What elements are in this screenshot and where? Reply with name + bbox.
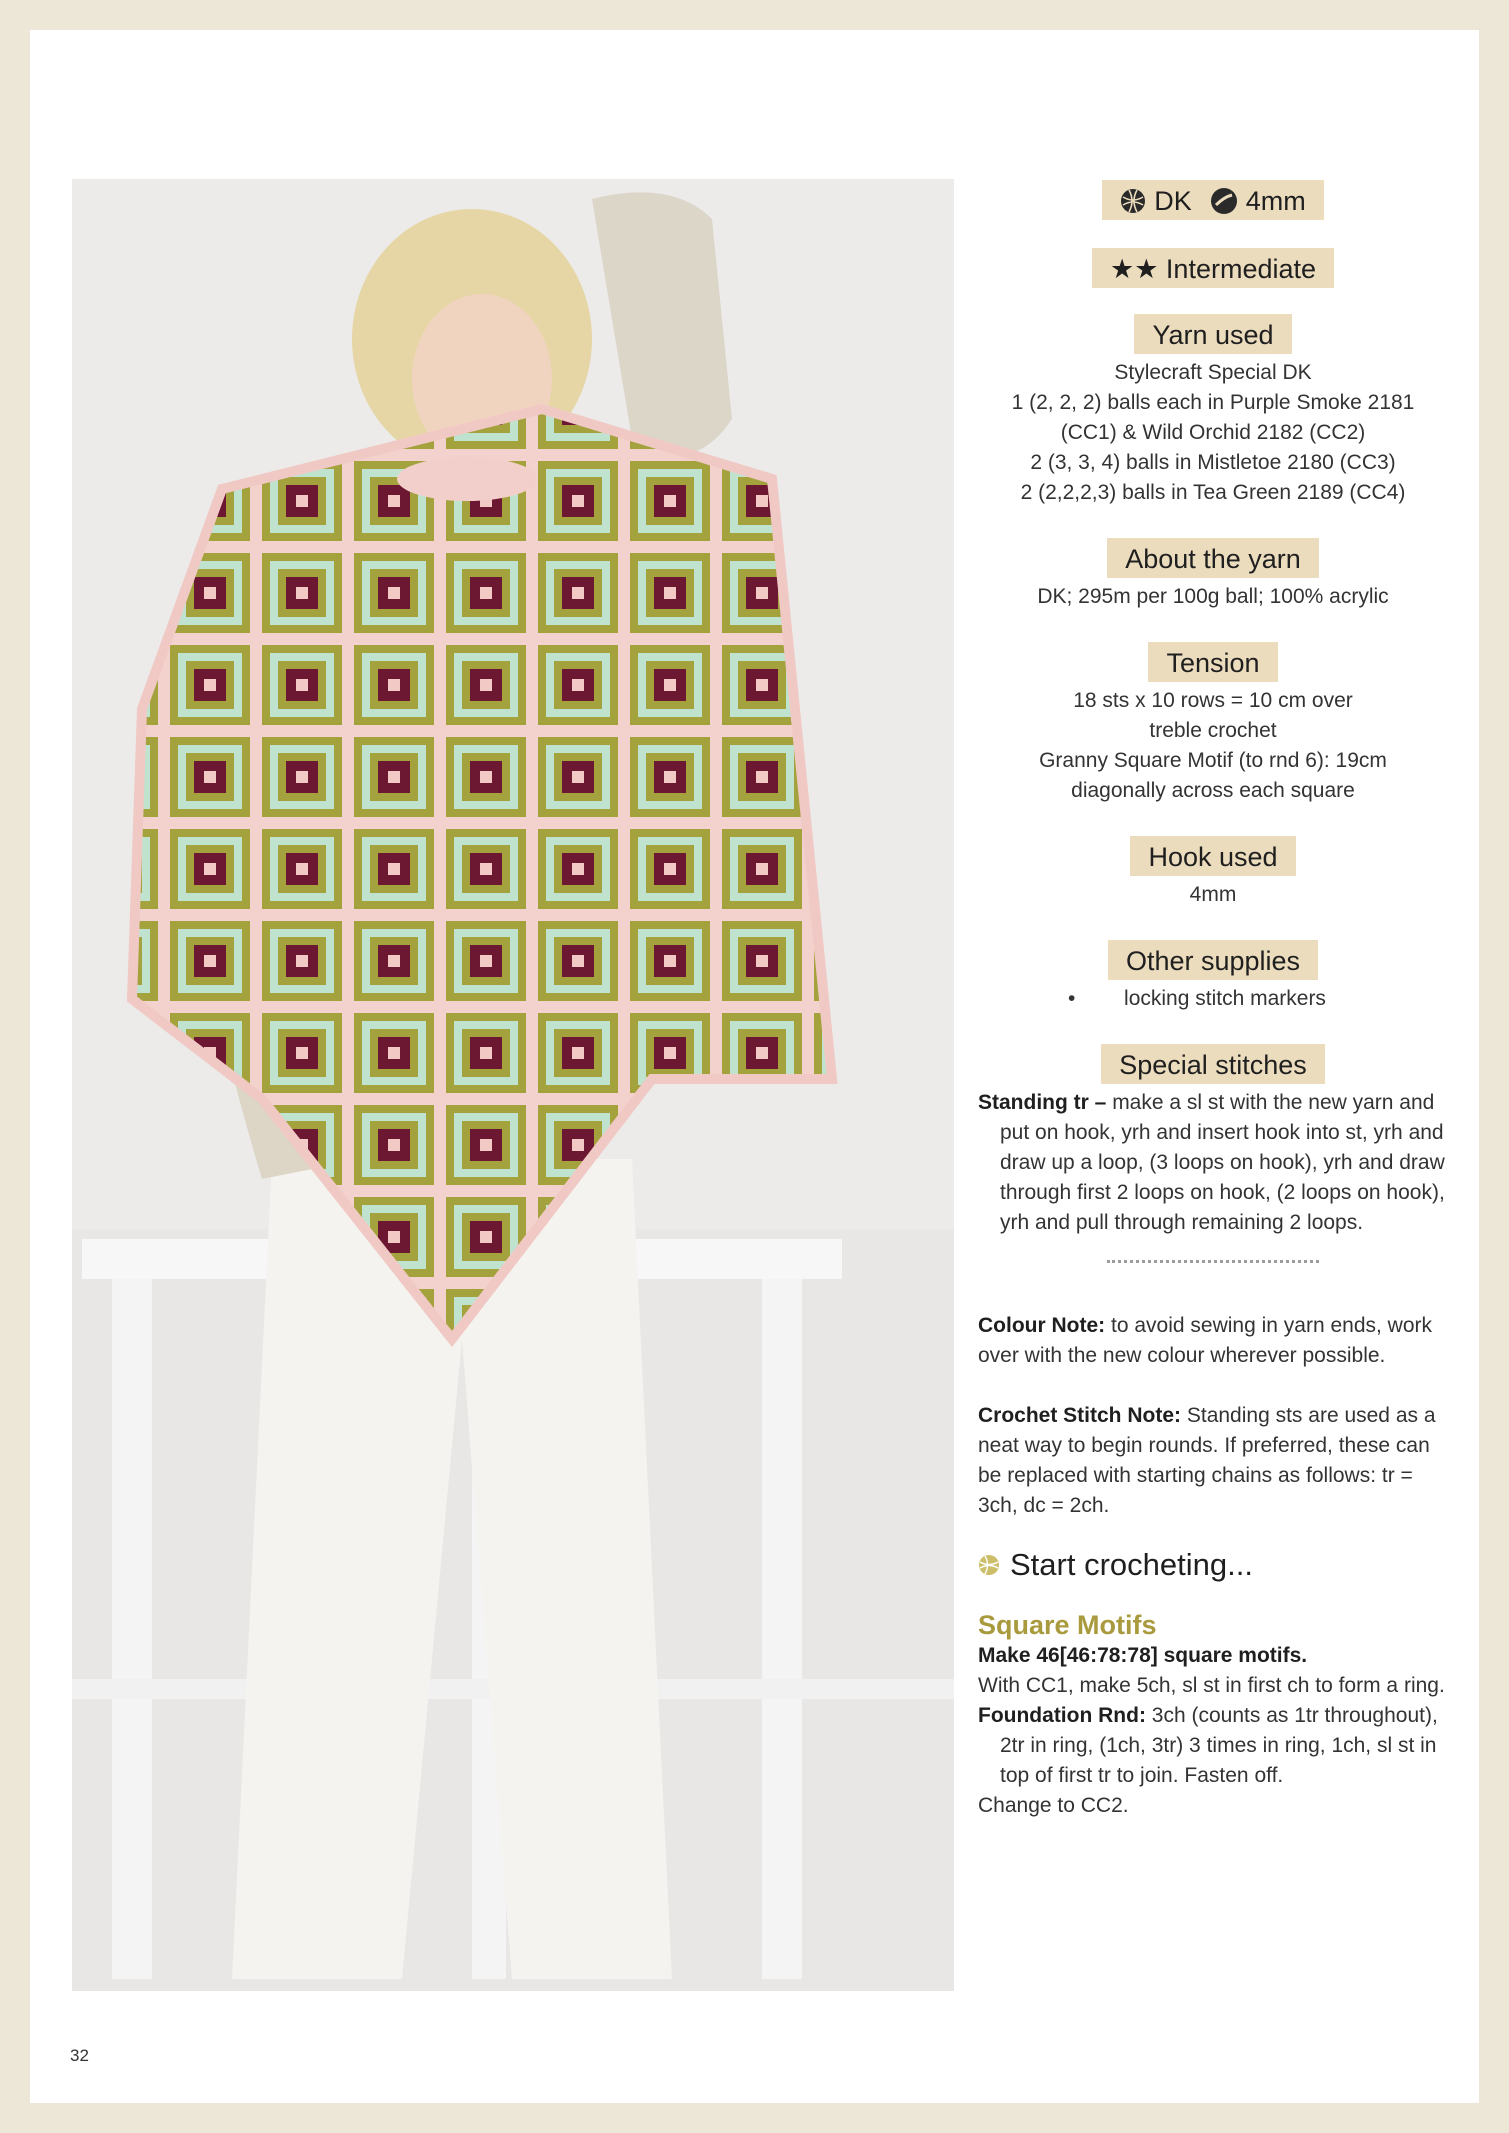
other-supplies-heading: Other supplies: [1108, 940, 1318, 980]
hook-used-text: 4mm: [1189, 883, 1237, 906]
stitch-note-term: Crochet Stitch Note:: [978, 1404, 1182, 1427]
colour-note-text: to avoid sewing in yarn ends, work over with the new colour wherever possible.: [978, 1314, 1432, 1367]
foundation-term: Foundation Rnd:: [978, 1704, 1146, 1727]
colour-note: [978, 1311, 1448, 1371]
page-number: 32: [70, 2046, 89, 2065]
tension-line: diagonally across each square: [1071, 779, 1355, 802]
yarn-used-text: [978, 358, 1448, 508]
foundation-round: [978, 1701, 1448, 1791]
colour-note-term: Colour Note:: [978, 1314, 1106, 1337]
yarn-used-line: (CC1) & Wild Orchid 2182 (CC2): [1060, 421, 1366, 444]
yarn-used-line: Stylecraft Special DK: [1114, 361, 1312, 384]
yarn-used-heading: Yarn used: [1134, 314, 1291, 354]
change-colour: Change to CC2.: [978, 1794, 1129, 1817]
make-count: Make 46[46:78:78] square motifs.: [978, 1644, 1308, 1667]
yarn-used-line: 1 (2, 2, 2) balls each in Purple Smoke 2181: [1011, 391, 1415, 414]
hook-icon: [1210, 187, 1238, 215]
motif-intro: With CC1, make 5ch, sl st in first ch to form a ring.: [978, 1674, 1445, 1697]
tension-heading: Tension: [1148, 642, 1277, 682]
standing-tr-definition: [978, 1088, 1448, 1238]
about-yarn-text: DK; 295m per 100g ball; 100% acrylic: [1037, 585, 1389, 608]
crochet-stitch-note: [978, 1401, 1448, 1521]
special-stitches-heading: Special stitches: [1101, 1044, 1325, 1084]
yarn-used-line: 2 (3, 3, 4) balls in Mistletoe 2180 (CC3): [1030, 451, 1396, 474]
bullet: •: [1068, 987, 1076, 1010]
other-supplies-item: [978, 984, 1448, 1014]
tension-line: treble crochet: [1149, 719, 1277, 742]
yarn-used-line: 2 (2,2,2,3) balls in Tea Green 2189 (CC4): [1020, 481, 1406, 504]
level-stars: ★★: [1109, 254, 1159, 284]
foundation-text: 3ch (counts as 1tr throughout), 2tr in ring, (1ch, 3tr) 3 times in ring, 1ch, sl st in top of first tr to join. Fasten off.: [1000, 1704, 1438, 1787]
pattern-info-column: [978, 180, 1448, 1821]
tension-line: Granny Square Motif (to rnd 6): 19cm: [1039, 749, 1387, 772]
start-crocheting-heading: [978, 1547, 1448, 1583]
model-photo: [72, 179, 954, 1991]
hook-size: 4mm: [1245, 186, 1306, 216]
tension-text: [978, 686, 1448, 806]
square-motifs-heading: Square Motifs: [978, 1610, 1157, 1640]
hook-used-heading: Hook used: [1130, 836, 1295, 876]
about-yarn-heading: About the yarn: [1107, 538, 1319, 578]
level-text: Intermediate: [1165, 254, 1317, 284]
yarn-ball-icon: [978, 1554, 1000, 1576]
start-title-text: Start crocheting...: [1010, 1547, 1253, 1582]
tension-line: 18 sts x 10 rows = 10 cm over: [1073, 689, 1353, 712]
skill-level-badge: [1092, 248, 1334, 288]
yarn-ball-icon: [1120, 188, 1146, 214]
yarn-weight-badge: [1102, 180, 1324, 220]
magazine-page: [30, 30, 1479, 2103]
standing-tr-text: make a sl st with the new yarn and put on hook, yrh and insert hook into st, yrh and draw up a loop, (3 loops on hook), yrh and draw through first 2 loops on hook, (2 loops on hook), yrh and pull through remaining 2 loops.: [1000, 1091, 1445, 1234]
stitch-note-text: Standing sts are used as a neat way to begin rounds. If preferred, these can be replaced with starting chains as follows: tr = 3ch, dc = 2ch.: [978, 1404, 1436, 1517]
supply-text: locking stitch markers: [1124, 987, 1326, 1010]
standing-tr-term: Standing tr –: [978, 1091, 1107, 1114]
yarn-weight: DK: [1154, 186, 1192, 216]
